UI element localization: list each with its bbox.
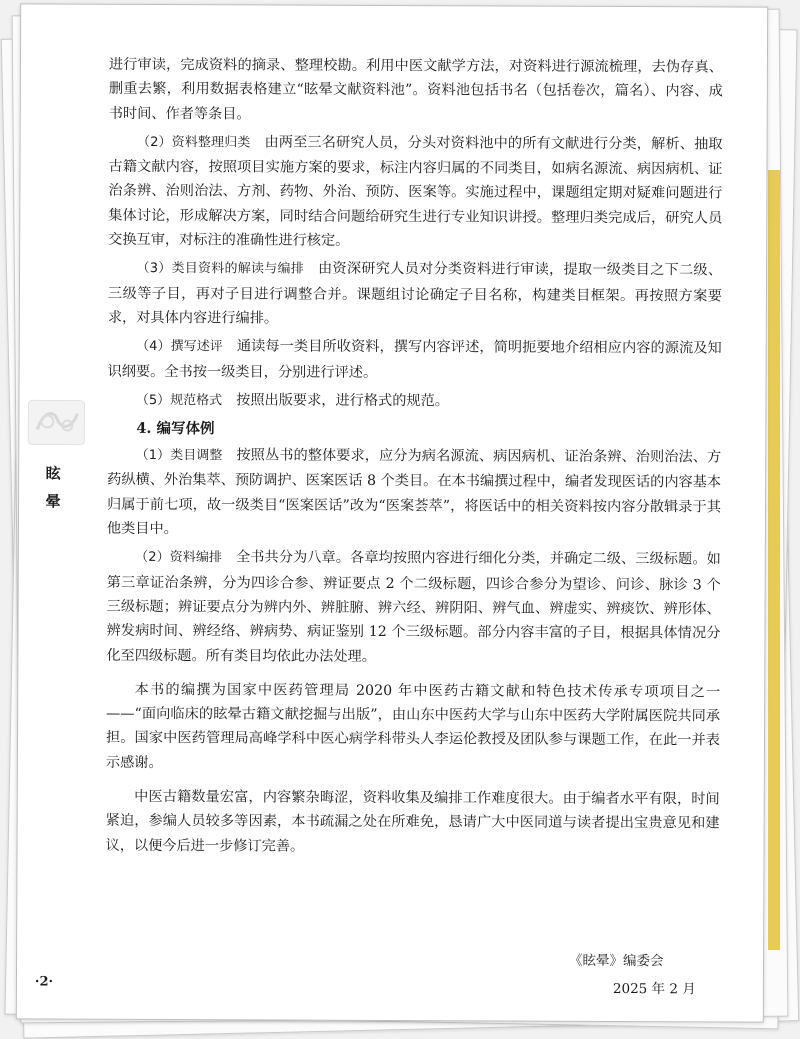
- section-4-item-2-label: （2）资料编排: [135, 550, 223, 566]
- accent-strip: [768, 170, 780, 950]
- closing-note-paragraph: 中医古籍数量宏富，内容繁杂晦涩，资料收集及编排工作难度很大。由于编者水平有限，时间紧迫，参编人员较多等因素，本书疏漏之处在所难免，恳请广大中医同道与读者提出宝贵意见和建议，以便今后进一步修订完善。: [105, 788, 720, 855]
- step-3-label: （3）类目资料的解读与编排: [136, 261, 305, 277]
- section-4-item-1-label: （1）类目调整: [135, 448, 223, 464]
- step-4-label: （4）撰写述评: [136, 339, 223, 355]
- document-page: [16, 3, 768, 1022]
- side-book-title: 眩晕: [45, 464, 61, 511]
- page-content: [105, 53, 723, 861]
- step-5-text: 按照出版要求，进行格式的规范。: [236, 392, 450, 410]
- section-4-item-1: [107, 443, 721, 544]
- step-2-paragraph: [108, 130, 723, 255]
- step-5-paragraph: [107, 388, 721, 416]
- decorative-emblem-icon: [27, 399, 85, 445]
- intro-paragraph: 进行审读，完成资料的摘录、整理校勘。利用中医文献学方法，对资料进行源流梳理，去伪存真、删重去繁，利用数据表格建立“眩晕文献资料池”。资料池包括书名（包括卷次，篇名）、内容、成书时间、作者等条目。: [108, 56, 723, 122]
- section-4-item-2-text: 全书共分为八章。各章均按照内容进行细化分类，并确定二级、三级标题。如第三章证治条辨，分为四诊合参、辨证要点 2 个二级标题，四诊合参分为望诊、问诊、脉诊 3 个三级标题；辨证要点分为辨内外、辨脏腑、辨六经、辨阴阳、辨气血、辨虚实、辨痰饮、辨形体、辨发病时间、辨经络、辨病势、病证鉴别 12 个三级标题。部分内容丰富的子目，根据具体情况分化至四级标题。所有类目均依此办法处理。: [106, 549, 721, 665]
- acknowledgement-paragraph: 本书的编撰为国家中医药管理局 2020 年中医药古籍文献和特色技术传承专项项目之一——“面向临床的眩晕古籍文献挖掘与出版”，由山东中医药大学与山东中医药大学附属医院共同承担。国家中医药管理局高峰学科中医心病学科带头人李运伦教授及团队参与课题工作，在此一并表示感谢。: [105, 681, 721, 771]
- step-3-text: 由资深研究人员对分类资料进行审读，提取一级类目之下二级、三级等子目，再对子目进行调整合并。课题组讨论确定子目名称，构建类目框架。再按照方案要求，对具体内容进行编排。: [107, 261, 723, 327]
- section-4-item-2: [106, 545, 721, 670]
- step-4-paragraph: [108, 334, 722, 386]
- signature-organization: 《眩晕》编委会: [569, 952, 664, 970]
- step-5-label: （5）规范格式: [135, 392, 223, 409]
- step-4-text: 通读每一类目所收资料，撰写内容评述，简明扼要地介绍相应内容的源流及知识纲要。全书按一级类目，分别进行评述。: [107, 338, 722, 381]
- page-number: ·2·: [34, 974, 54, 990]
- section-4-heading: 4. 编写体例: [136, 420, 215, 438]
- step-2-text: 由两至三名研究人员，分头对资料池中的所有文献进行分类，解析、抽取古籍文献内容，按照项目实施方案的要求，标注内容归属的不同类目，如病名源流、病因病机、证治条辨、治则治法、方剂、药物、外治、预防、医案等。实施过程中，课题组定期对疑难问题进行集体讨论，形成解决方案，同时结合问题给研究生进行专业知识讲授。整理归类完成后，研究人员交换互审，对标注的准确性进行核定。: [108, 134, 723, 249]
- section-4-item-1-text: 按照丛书的整体要求，应分为病名源流、病因病机、证治条辨、治则治法、方药纵横、外治集萃、预防调护、医案医话 8 个类目。在本书编撰过程中，编者发现医话的内容基本归属于前七项，故一级类目“医案医话”改为“医案荟萃”，将医话中的相关资料按内容分散辑录于其他类目中。: [106, 447, 722, 538]
- step-3-paragraph: [108, 256, 722, 333]
- signature-date: 2025 年 2 月: [612, 980, 696, 998]
- step-2-label: （2）资料整理归类: [136, 134, 251, 151]
